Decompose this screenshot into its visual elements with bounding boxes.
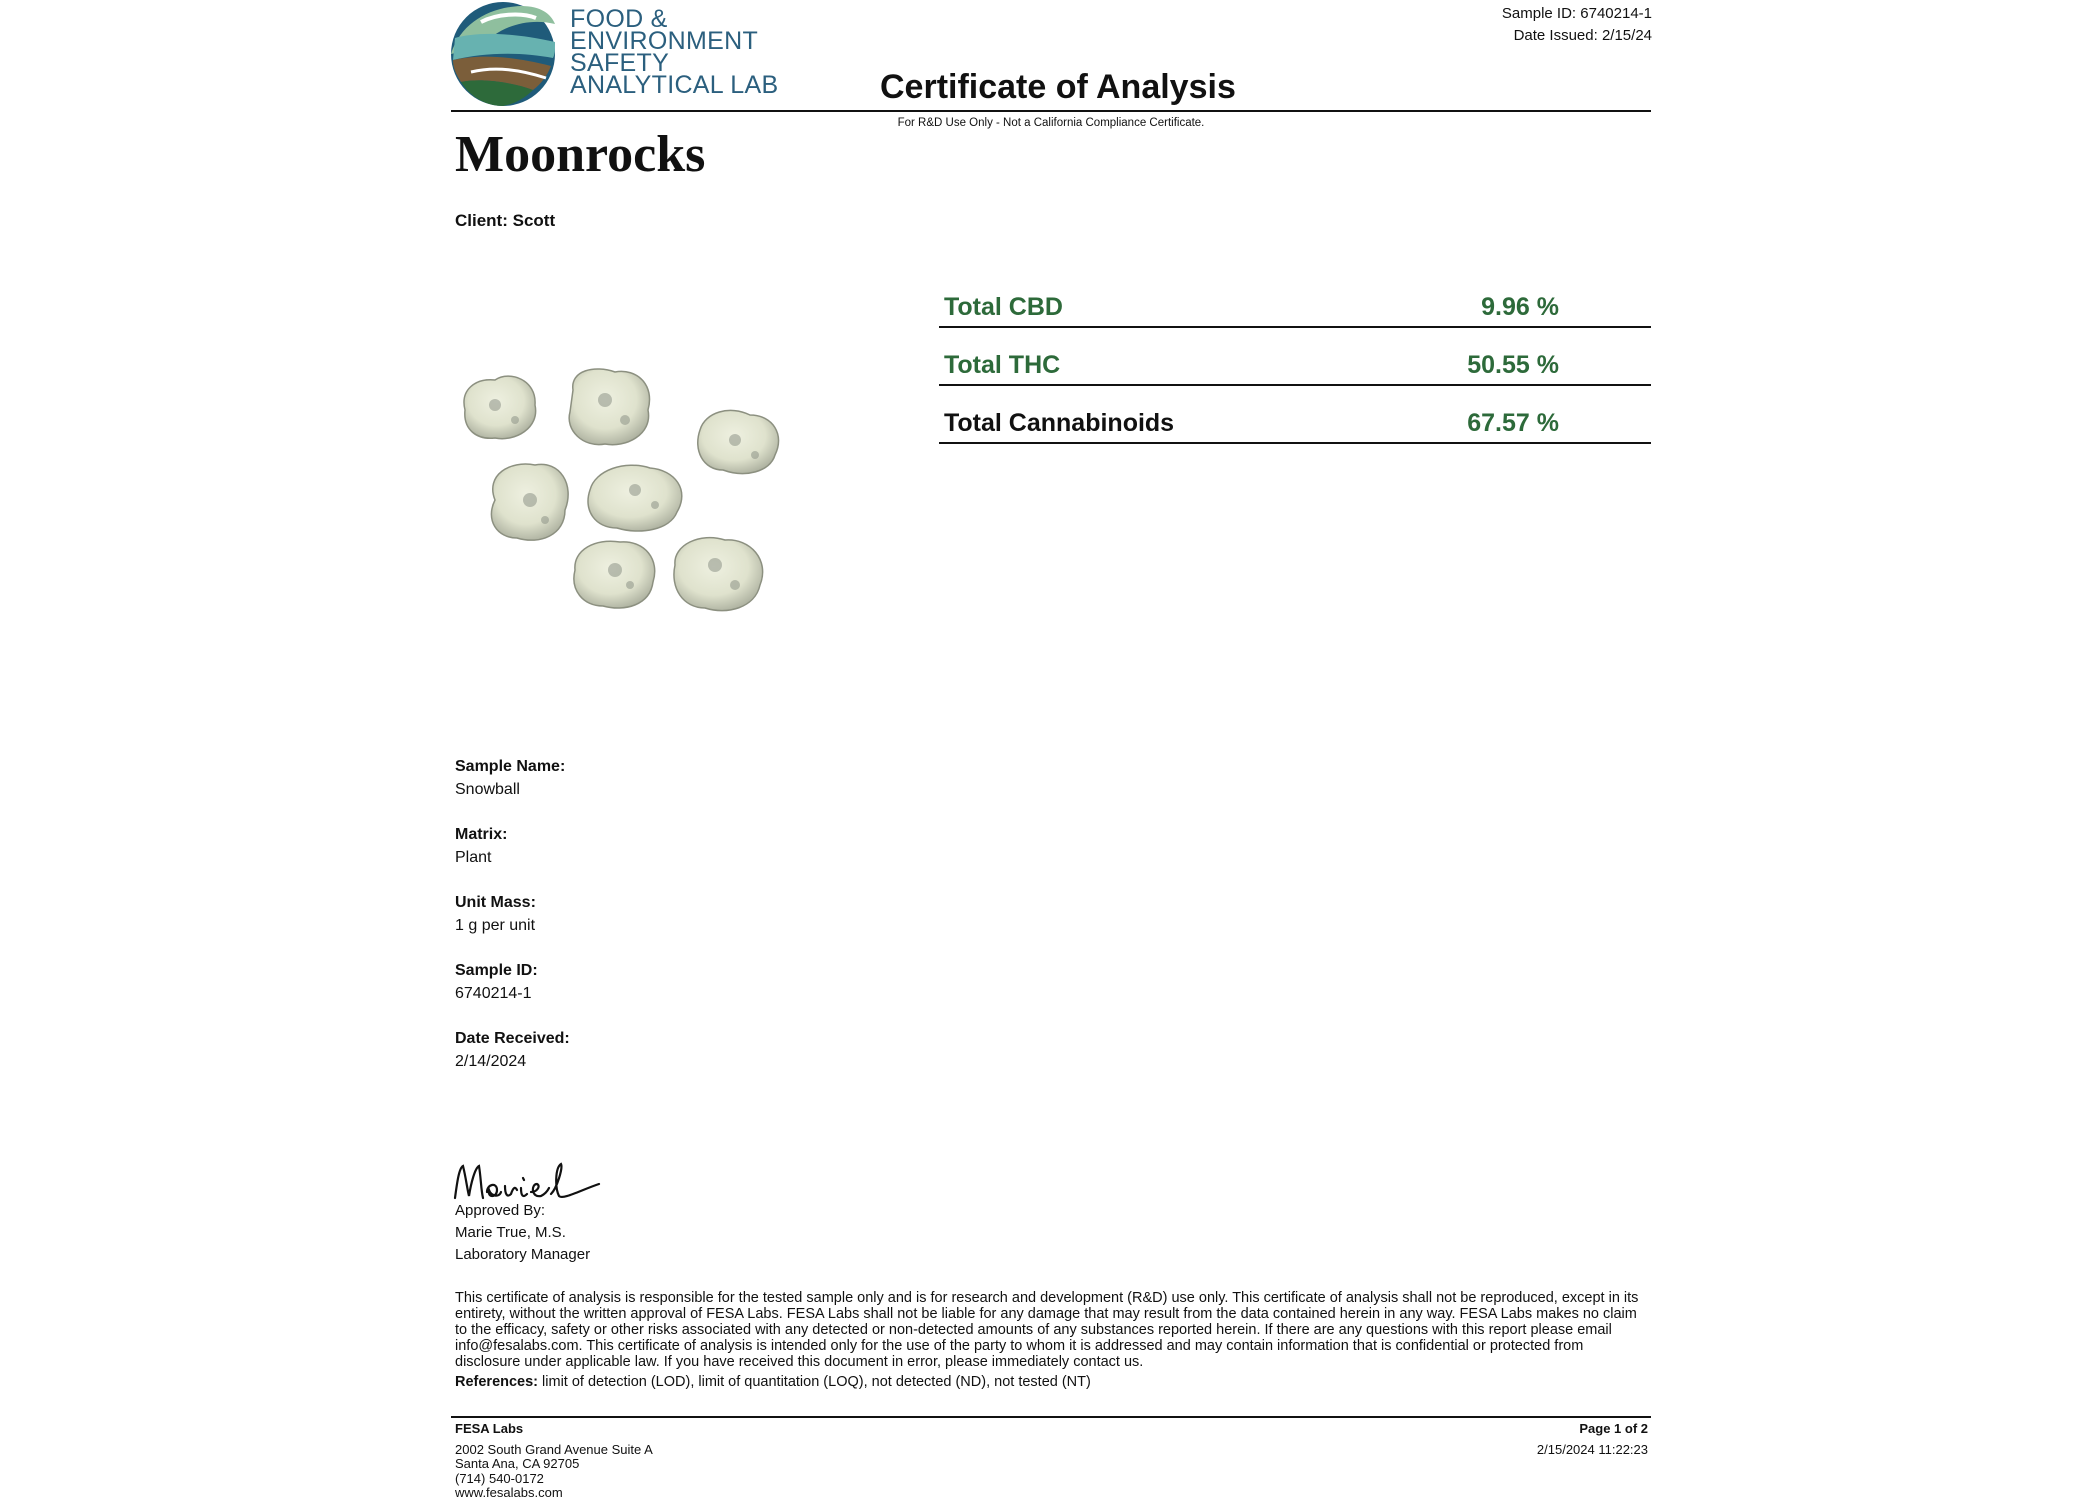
field-label: Unit Mass: <box>455 894 536 911</box>
approval-block <box>455 1200 590 1266</box>
logo-line: FOOD & <box>570 5 668 33</box>
references-text: limit of detection (LOD), limit of quantitation (LOQ), not detected (ND), not tested (NT) <box>542 1374 1091 1390</box>
footer-meta <box>1537 1422 1648 1457</box>
date-issued-row <box>1502 25 1652 47</box>
product-name: Moonrocks <box>455 126 706 183</box>
detail-field <box>455 891 955 937</box>
header-meta <box>1502 3 1652 47</box>
date-issued-value: 2/15/24 <box>1601 27 1652 44</box>
footer-address <box>455 1422 653 1501</box>
signature-image <box>451 1158 601 1202</box>
field-label: Date Received: <box>455 1030 570 1047</box>
date-issued-label: Date Issued: <box>1513 27 1598 44</box>
client-name: Scott <box>512 211 556 230</box>
total-row <box>939 386 1651 444</box>
total-row <box>939 270 1651 328</box>
detail-field <box>455 823 955 869</box>
footer-phone: (714) 540-0172 <box>455 1470 544 1486</box>
total-row <box>939 328 1651 386</box>
sample-id-value: 6740214-1 <box>1580 5 1652 22</box>
moonrocks-photo <box>455 360 815 650</box>
approver-title: Laboratory Manager <box>455 1246 591 1263</box>
field-label: Sample ID: <box>455 962 538 979</box>
compliance-disclaimer: For R&D Use Only - Not a California Compliance Certificate. <box>897 117 1205 129</box>
logo-line: ENVIRONMENT <box>570 27 759 55</box>
logo-line: ANALYTICAL LAB <box>570 71 779 99</box>
detail-field <box>455 959 955 1005</box>
logo-wordmark <box>570 5 779 99</box>
sample-details <box>455 755 955 1095</box>
footer-company: FESA Labs <box>455 1421 524 1436</box>
client-label: Client: <box>455 211 508 230</box>
total-label: Total CBD <box>944 293 1063 321</box>
cannabinoid-totals <box>939 270 1651 444</box>
field-value: 6740214-1 <box>455 985 532 1002</box>
total-number: 50.55 <box>1467 351 1530 379</box>
references-line <box>455 1374 1645 1390</box>
field-label: Matrix: <box>455 826 508 843</box>
sample-id-label: Sample ID: <box>1501 5 1577 22</box>
total-number: 67.57 <box>1467 409 1530 437</box>
footer-address-line: Santa Ana, CA 92705 <box>455 1456 580 1471</box>
total-value <box>1359 409 1559 438</box>
footer-website: www.fesalabs.com <box>455 1485 563 1500</box>
page-title: Certificate of Analysis <box>880 68 1236 106</box>
legal-text: This certificate of analysis is responsible for the tested sample only and is for research and development (R&D) use only. This certificate of analysis shall not be reproduced, except in its entirety, without the written approval of FESA Labs. FESA Labs shall not be liable for any damage that may result from the data contained herein in any way. FESA Labs makes no claim to the efficacy, safety or other risks associated with any detected or non-detected amounts of any substances reported herein. If there are any questions with this report please email info@fesalabs.com. This certificate of analysis is intended only for the use of the party to whom it is addressed and may contain information that is confidential or protected from disclosure under applicable law. If you have received this document in error, please immediately contact us. <box>455 1290 1639 1370</box>
sample-id-row <box>1502 3 1652 25</box>
footer-timestamp: 2/15/2024 11:22:23 <box>1536 1441 1648 1457</box>
footer-divider <box>451 1416 1651 1418</box>
total-unit: % <box>1536 409 1559 437</box>
logo-line: SAFETY <box>570 49 670 77</box>
total-value <box>1359 351 1559 380</box>
total-number: 9.96 <box>1481 293 1530 321</box>
total-unit: % <box>1536 293 1559 321</box>
total-label: Total Cannabinoids <box>944 409 1175 437</box>
detail-field <box>455 1027 955 1073</box>
header-divider <box>451 110 1651 112</box>
total-label: Total THC <box>944 351 1061 379</box>
legal-disclaimer <box>455 1290 1645 1390</box>
detail-field <box>455 755 955 801</box>
approver-name: Marie True, M.S. <box>455 1224 566 1241</box>
field-value: 2/14/2024 <box>455 1053 527 1070</box>
total-unit: % <box>1536 351 1559 379</box>
references-label: References: <box>455 1374 539 1390</box>
field-label: Sample Name: <box>455 758 566 775</box>
page-number: Page 1 of 2 <box>1579 1421 1648 1436</box>
field-value: Plant <box>455 849 492 866</box>
field-value: Snowball <box>455 781 520 798</box>
footer-address-line: 2002 South Grand Avenue Suite A <box>455 1441 653 1457</box>
field-value: 1 g per unit <box>455 917 536 934</box>
total-value <box>1359 293 1559 322</box>
approved-by-label: Approved By: <box>455 1202 546 1219</box>
client-line <box>455 211 555 231</box>
